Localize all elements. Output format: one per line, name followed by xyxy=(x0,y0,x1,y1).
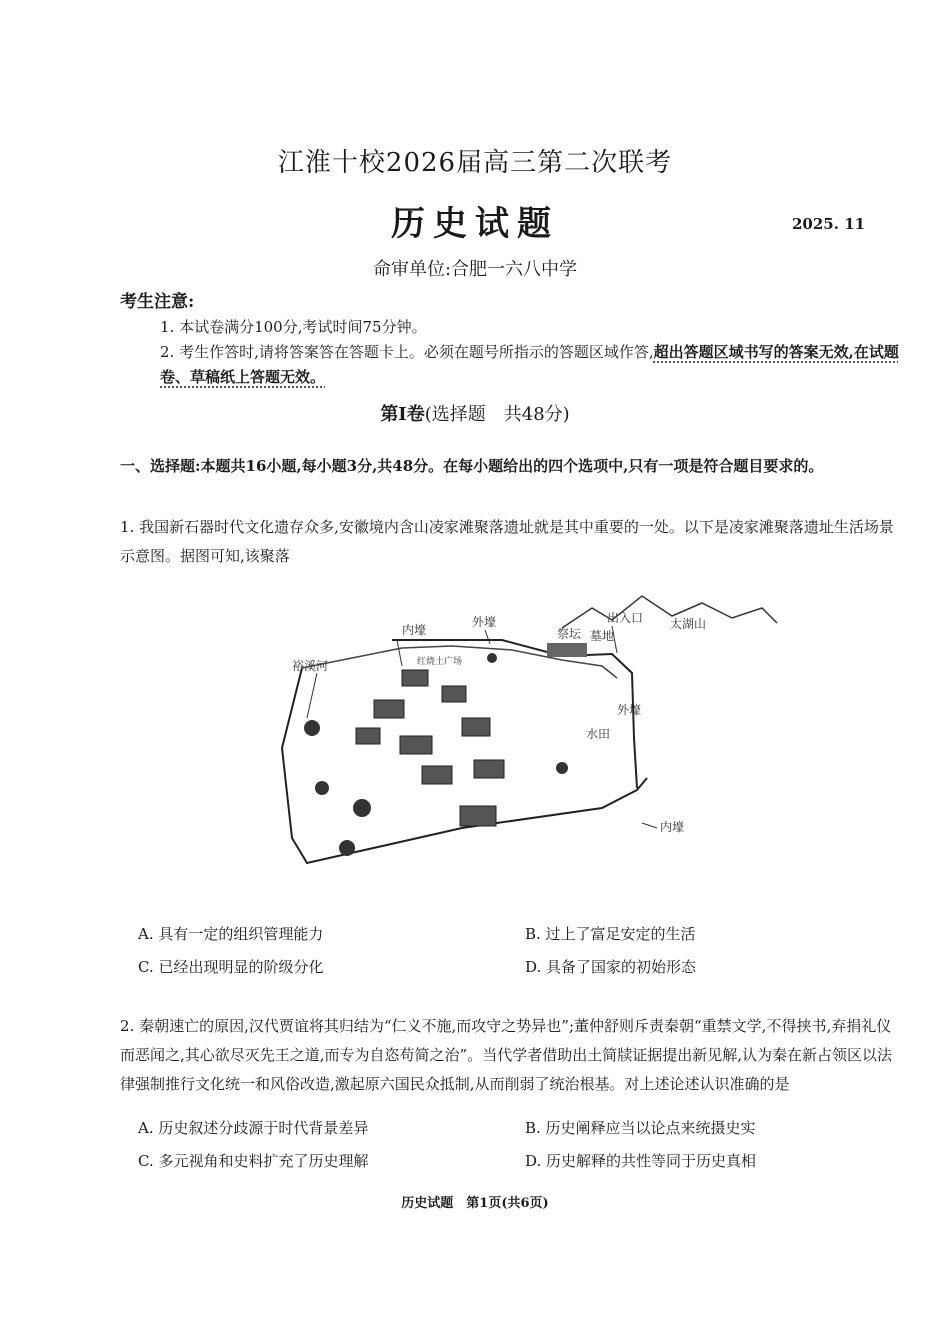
house-cluster xyxy=(356,670,504,826)
label-entrance: 出入口 xyxy=(607,611,644,625)
question-2-stem: 2. 秦朝速亡的原因,汉代贾谊将其归结为“仁义不施,而攻守之势异也”;董仲舒则斥责秦朝“重禁文学,不得挟书,弃捐礼仪而恶闻之,其心欲尽灭先王之道,而专为自恣苟简之治”。当代学者借助出土简牍证据提出新见解,认为秦在新占领区以法律强制推行文化统一和风俗改造,激起原六国民众抵制,从而削弱了统治根基。对上述论述认识准确的是 xyxy=(120,1017,892,1093)
house xyxy=(462,718,490,736)
q1-option-d: D. 具备了国家的初始形态 xyxy=(525,958,697,976)
house xyxy=(442,686,466,702)
label-river: 裕溪河 xyxy=(292,659,329,673)
exam-unit: 命审单位:合肥一六八中学 xyxy=(372,259,578,280)
notice-item-1: 1. 本试卷满分100分,考试时间75分钟。 xyxy=(160,318,427,336)
label-outer-moat-right: 外壕 xyxy=(617,703,642,717)
notice-item-2-text: 2. 考生作答时,请将答案答在答题卡上。必须在题号所指示的答题区域作答, xyxy=(160,343,654,361)
tree xyxy=(304,720,320,736)
question-1-stem: 1. 我国新石器时代文化遗存众多,安徽境内含山凌家滩聚落遗址就是其中重要的一处。以下是凌家滩聚落遗址生活场景示意图。据图可知,该聚落 xyxy=(120,518,894,565)
label-cemetery: 墓地 xyxy=(590,629,615,643)
label-mountain: 太湖山 xyxy=(670,617,707,631)
house xyxy=(422,766,452,784)
section-heading xyxy=(0,400,950,426)
section-name: 第Ⅰ卷 xyxy=(380,404,425,425)
house xyxy=(474,760,504,778)
tree xyxy=(487,653,497,663)
tree xyxy=(556,762,568,774)
section-detail: (选择题 共48分) xyxy=(424,404,570,425)
label-inner-moat-bottom: 内壕 xyxy=(660,820,685,834)
tree xyxy=(353,799,371,817)
label-paddy: 水田 xyxy=(586,727,611,741)
exam-date: 2025. 11 xyxy=(792,215,866,233)
house xyxy=(374,700,404,718)
q2-option-c: C. 多元视角和史料扩充了历史理解 xyxy=(138,1152,369,1170)
tree-cluster xyxy=(304,653,568,856)
q2-option-d: D. 历史解释的共性等同于历史真相 xyxy=(525,1152,757,1170)
label-plaza: 红烧土广场 xyxy=(417,657,463,667)
q2-option-a: A. 历史叙述分歧源于时代背景差异 xyxy=(138,1119,369,1137)
page-footer: 历史试题 第1页(共6页) xyxy=(401,1196,549,1211)
q1-option-b: B. 过上了富足安定的生活 xyxy=(525,925,696,943)
exam-subject: 历史试题 xyxy=(391,204,559,244)
settlement-map xyxy=(262,578,782,878)
house xyxy=(356,728,380,744)
q1-option-c: C. 已经出现明显的阶级分化 xyxy=(138,958,324,976)
label-outer-moat-top: 外壕 xyxy=(472,615,497,629)
house xyxy=(460,806,496,826)
label-inner-moat-top: 内壕 xyxy=(402,623,427,637)
house xyxy=(402,670,428,686)
tree xyxy=(339,840,355,856)
altar-mound xyxy=(547,643,587,657)
label-altar: 祭坛 xyxy=(557,627,582,641)
notice-heading: 考生注意: xyxy=(120,292,195,312)
tree xyxy=(315,781,329,795)
exam-title: 江淮十校2026届高三第二次联考 xyxy=(277,148,673,178)
q2-option-b: B. 历史阐释应当以论点来统摄史实 xyxy=(525,1119,756,1137)
notice-item-2 xyxy=(160,340,900,390)
part-instructions: 一、选择题:本题共16小题,每小题3分,共48分。在每小题给出的四个选项中,只有一项是符合题目要求的。 xyxy=(120,457,824,475)
house xyxy=(400,736,432,754)
notice-item-2-emphasis: 超出答题区域书写的答案无效,在试题卷、草稿纸上答题无效。 xyxy=(160,343,899,386)
q1-option-a: A. 具有一定的组织管理能力 xyxy=(138,925,324,943)
